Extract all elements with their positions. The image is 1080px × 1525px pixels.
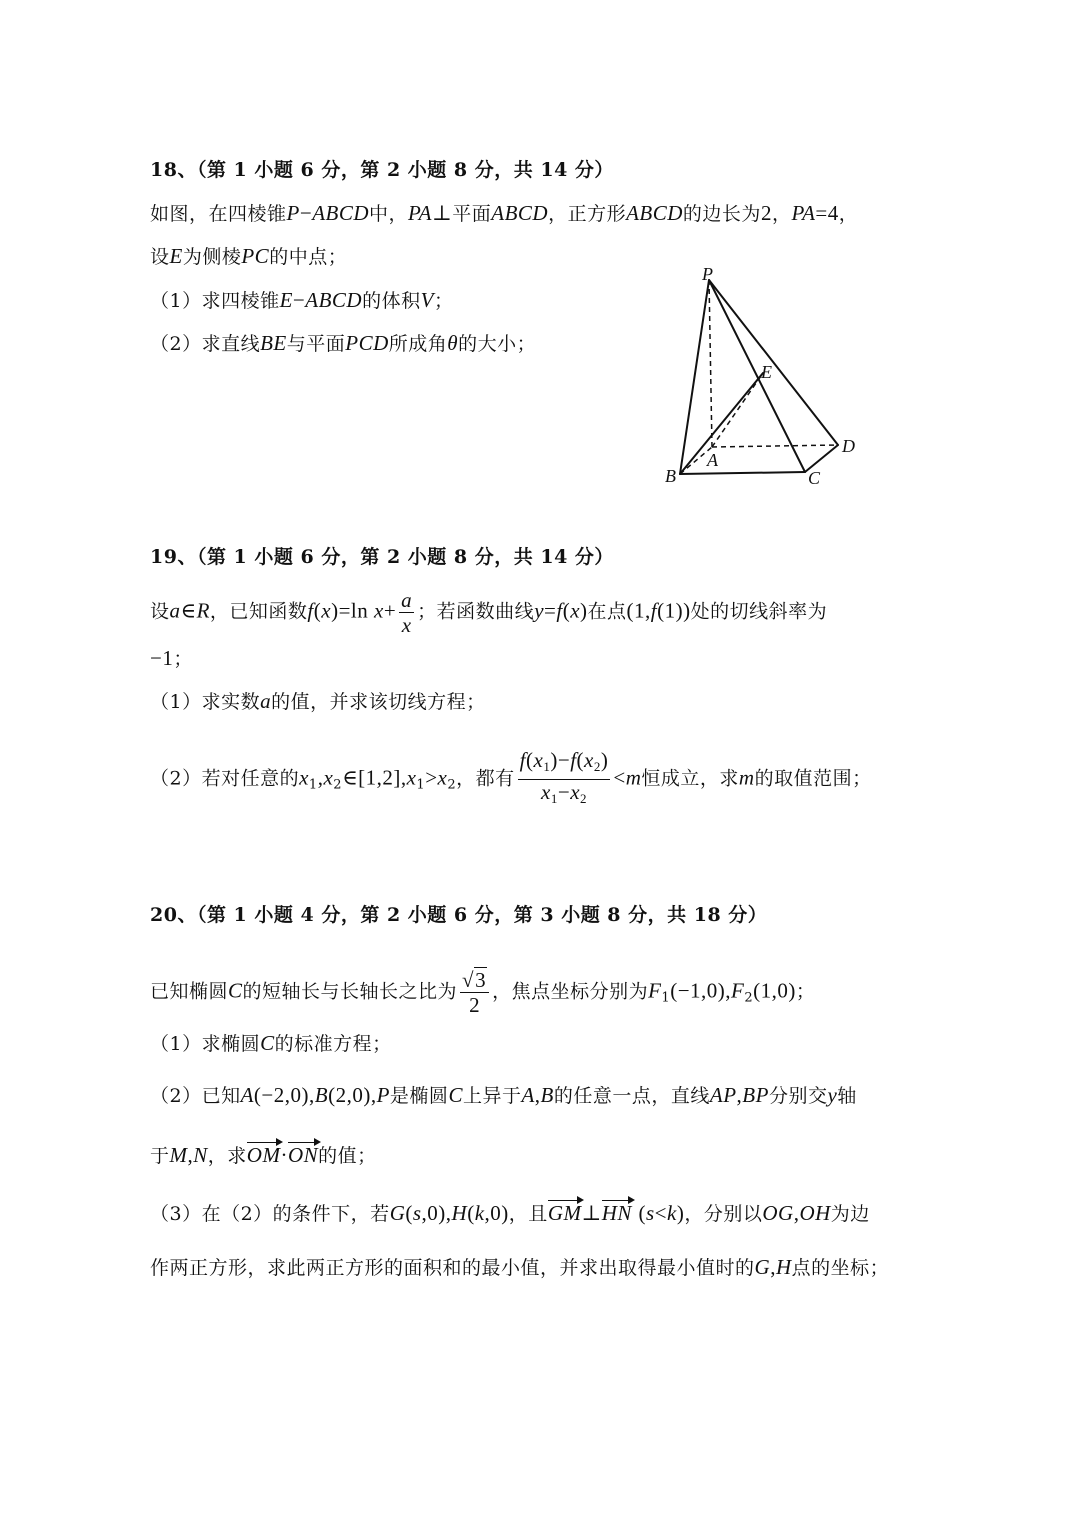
label-b: B <box>665 466 676 486</box>
q18-stem-line1: 如图，在四棱锥P−ABCD中，PA⊥平面ABCD，正方形ABCD的边长为2，PA=4， <box>150 201 859 225</box>
q19-header: 19、（第 1 小题 6 分，第 2 小题 8 分，共 14 分） <box>150 546 614 568</box>
q18-header: 18、（第 1 小题 6 分，第 2 小题 8 分，共 14 分） <box>150 159 614 181</box>
q19-stem-line2: −1； <box>150 646 193 670</box>
label-d: D <box>842 436 855 456</box>
label-c: C <box>808 468 821 488</box>
label-e: E <box>761 362 772 382</box>
q20-part2-line2: 于M,N，求OM·ON的值； <box>150 1143 377 1167</box>
q20-part2-line1: （2）已知A(−2,0),B(2,0),P是椭圆C上异于A,B的任意一点，直线AP,BP分别交y轴 <box>150 1083 857 1107</box>
q19-part2: （2）若对任意的$x_1,x_2\in[1,2],x_1>x_2$，都有 $\frac{f(x_1)-f(x_2)}{x_1-x_2}$ <m恒成立，求m的取值范围； <box>150 748 872 806</box>
q20-header: 20、（第 1 小题 4 分，第 2 小题 6 分，第 3 小题 8 分，共 18 分） <box>150 904 768 926</box>
q19-part1: （1）求实数a的值，并求该切线方程； <box>150 689 486 713</box>
q18-part2: （2）求直线BE与平面PCD所成角θ的大小； <box>150 331 537 355</box>
pyramid-figure <box>650 262 870 492</box>
q18-part1: （1）求四棱锥E−ABCD的体积V； <box>150 288 454 312</box>
q19-stem-line1: 设a∈R，已知函数f(x)=ln x+ $\frac{a}{x}$ ；若函数曲线y=f(x)在点(1,f(1))处的切线斜率为 <box>150 588 828 637</box>
q20-part3-line2: 作两正方形，求此两正方形的面积和的最小值，并求出取得最小值时的G,H点的坐标； <box>150 1255 890 1279</box>
q20-stem: 已知椭圆C的短轴长与长轴长之比为 $\frac{√3}{2}$ ，焦点坐标分别为$F_1(-1,0),F_2(1,0)$； <box>150 968 816 1017</box>
label-a: A <box>707 450 718 470</box>
q20-part3-line1: （3）在（2）的条件下，若G(s,0),H(k,0)，且GM⊥HN (s<k)，分别以OG,OH为边 <box>150 1201 870 1225</box>
label-p: P <box>702 264 713 284</box>
q20-part1: （1）求椭圆C的标准方程； <box>150 1031 392 1055</box>
q18-stem-line2: 设E为侧棱PC的中点； <box>150 244 348 268</box>
